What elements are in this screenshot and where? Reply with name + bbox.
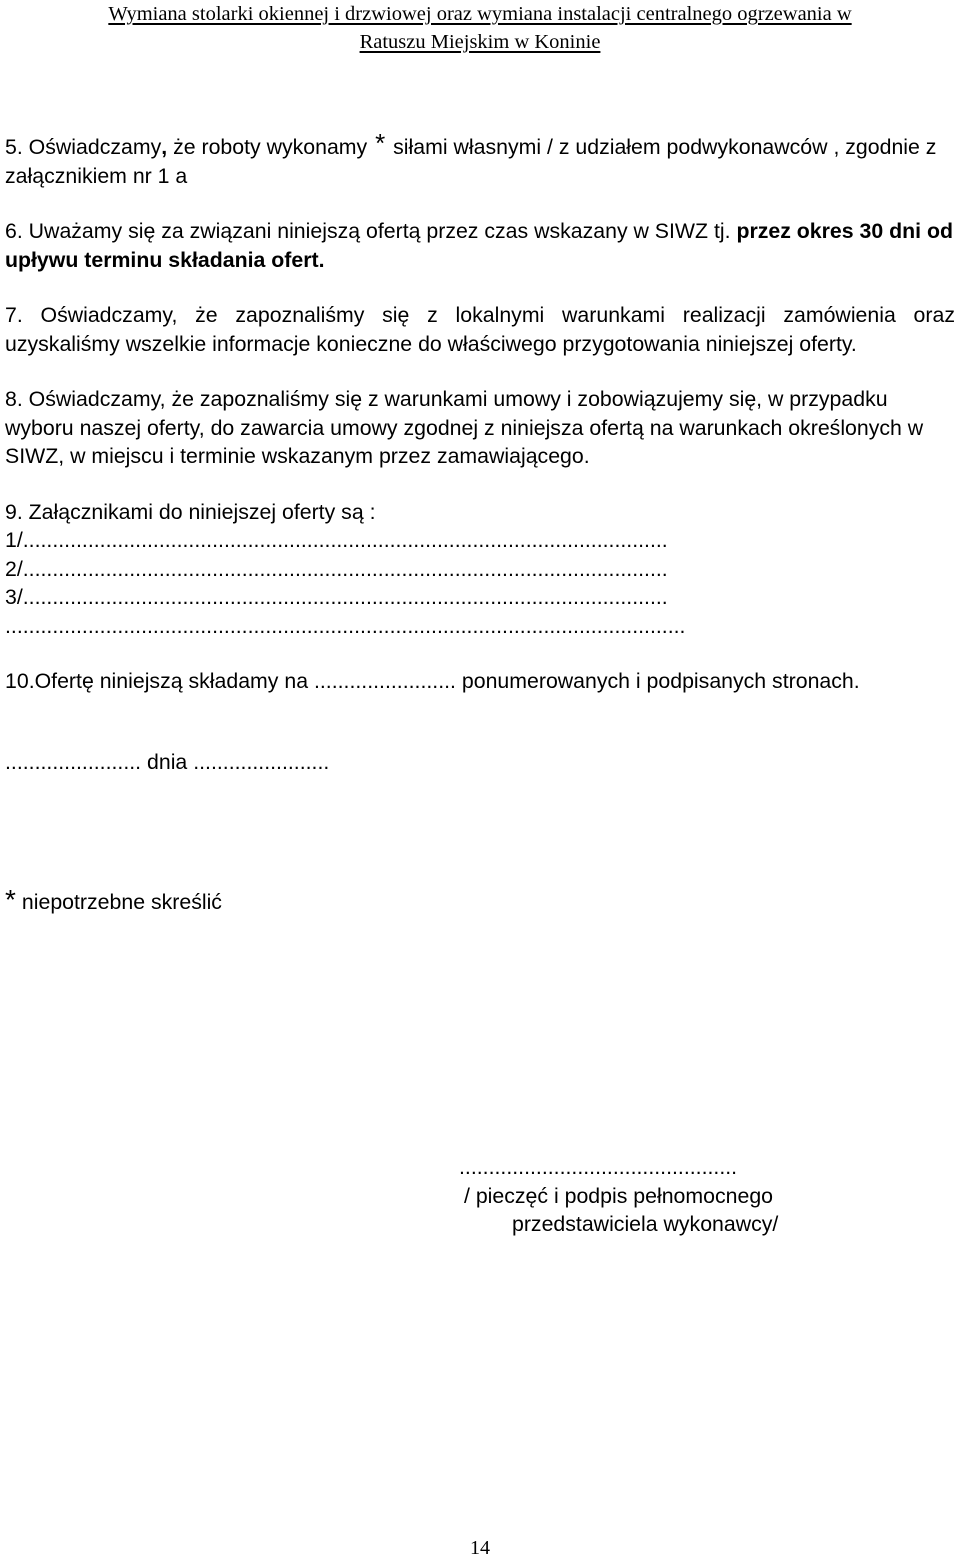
p6-text: 6. Uważamy się za związani niniejszą ofertą przez czas wskazany w SIWZ tj.	[5, 219, 737, 243]
paragraph-8: 8. Oświadczamy, że zapoznaliśmy się z warunkami umowy i zobowiązujemy się, w przypadku wyboru naszej oferty, do zawarcia umowy zgodnej z niniejsza ofertą na warunkach określonych w SIWZ, w miejscu i terminie wskazanym przez zamawiającego.	[5, 387, 924, 468]
paragraph-10: 10.Ofertę niniejszą składamy na ........................ ponumerowanych i podpisanych stronach.	[5, 669, 860, 693]
paragraph-6	[5, 217, 955, 274]
p5-comma: ,	[161, 135, 168, 159]
page-number: 14	[470, 1537, 490, 1559]
paragraph-7: 7. Oświadczamy, że zapoznaliśmy się z lokalnymi warunkami realizacji zamówienia oraz uzyskaliśmy wszelkie informacje konieczne do właściwego przygotowania niniejszej oferty.	[5, 303, 955, 356]
signature-line-1: / pieczęć i podpis pełnomocnego	[464, 1183, 774, 1208]
place-date-line: ....................... dnia .......................	[5, 749, 330, 774]
attachment-line-3: 3/.............................................................................................................	[5, 585, 668, 609]
document-body	[5, 128, 955, 917]
paragraph-9-title: 9. Załącznikami do niniejszej oferty są :	[5, 499, 376, 524]
attachments-list	[5, 526, 955, 640]
p5-start: 5. Oświadczamy	[5, 135, 162, 159]
attachment-line-1: 1/.............................................................................................................	[5, 528, 668, 552]
p6-bold-text: przez okres 30 dni od upływu terminu składania ofert.	[5, 219, 954, 272]
footnote-asterisk: *	[5, 884, 16, 915]
signature-dots: ...............................................	[459, 1155, 738, 1179]
document-header	[0, 0, 960, 56]
p5-mid: że roboty wykonamy	[167, 135, 374, 159]
attachment-line-4: ...................................................................................................................	[5, 613, 686, 638]
p5-end: siłami własnymi / z udziałem podwykonawców , zgodnie z załącznikiem nr 1 a	[5, 135, 937, 188]
paragraph-5	[5, 128, 955, 190]
signature-line-2: przedstawiciela wykonawcy/	[512, 1212, 779, 1236]
footnote	[5, 886, 955, 917]
p5-asterisk: *	[375, 128, 386, 158]
attachment-line-2: 2/.............................................................................................................	[5, 556, 668, 581]
header-line-2: Ratuszu Miejskim w Koninie	[359, 31, 601, 53]
footnote-text: niepotrzebne skreślić	[21, 890, 222, 914]
header-line-1: Wymiana stolarki okiennej i drzwiowej oraz wymiana instalacji centralnego ogrzewania w	[108, 3, 852, 25]
signature-block	[459, 1153, 778, 1239]
